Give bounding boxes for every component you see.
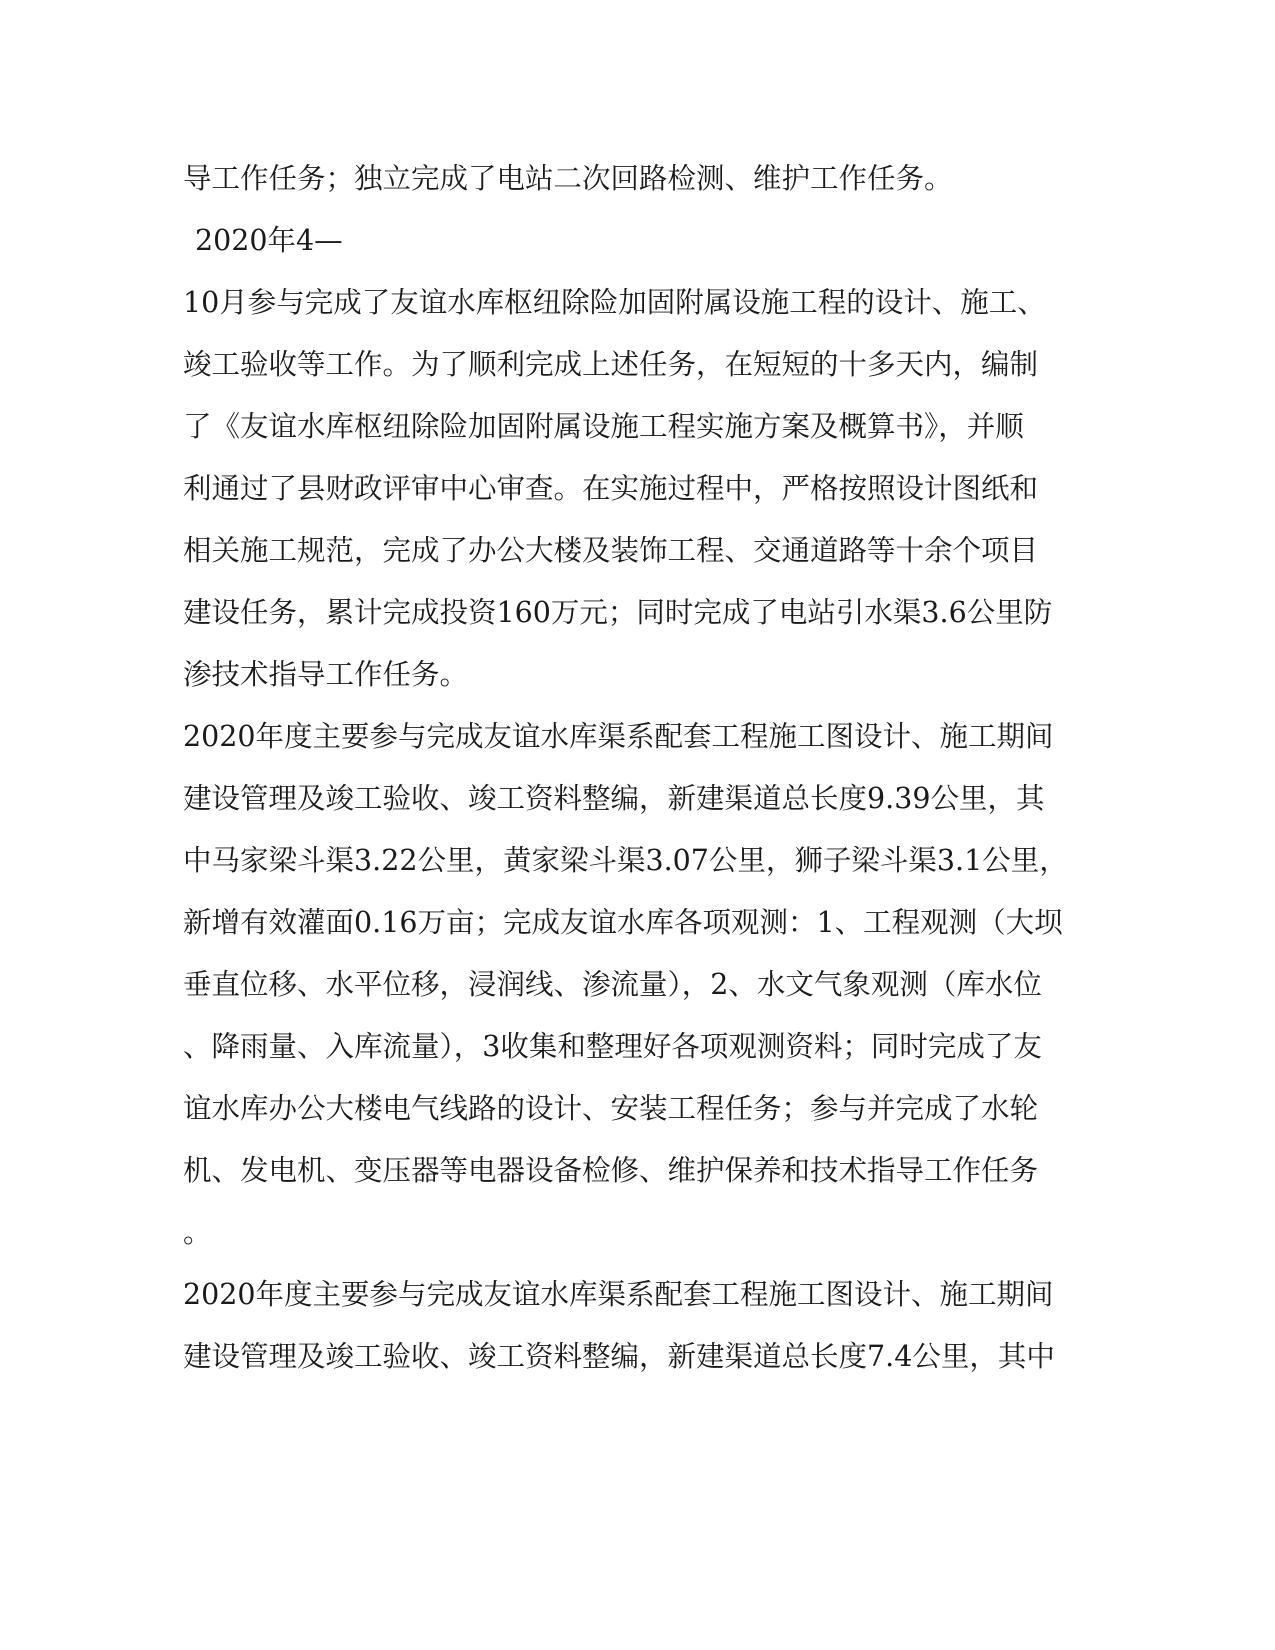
text-line: 建设管理及竣工验收、竣工资料整编，新建渠道总长度7.4公里，其中 [183, 1340, 1055, 1373]
text-line: 导工作任务；独立完成了电站二次回路检测、维护工作任务。 [183, 162, 953, 195]
text-line: 渗技术指导工作任务。 [183, 658, 469, 691]
text-line: 2020年4— [195, 224, 343, 257]
text-line: 。 [183, 1216, 212, 1249]
text-line: 中马家梁斗渠3.22公里，黄家梁斗渠3.07公里，狮子梁斗渠3.1公里， [183, 844, 1068, 877]
text-line: 2020年度主要参与完成友谊水库渠系配套工程施工图设计、施工期间 [183, 1278, 1054, 1311]
text-line: 利通过了县财政评审中心审查。在实施过程中，严格按照设计图纸和 [183, 472, 1039, 505]
body-text [183, 148, 1068, 1388]
text-line: 新增有效灌面0.16万亩；完成友谊水库各项观测：1、工程观测（大坝 [183, 906, 1063, 939]
text-line: 相关施工规范，完成了办公大楼及装饰工程、交通道路等十余个项目 [183, 534, 1039, 567]
text-line: 2020年度主要参与完成友谊水库渠系配套工程施工图设计、施工期间 [183, 720, 1054, 753]
text-line: 建设管理及竣工验收、竣工资料整编，新建渠道总长度9.39公里，其 [183, 782, 1045, 815]
text-line: 竣工验收等工作。为了顺利完成上述任务，在短短的十多天内，编制 [183, 348, 1039, 381]
text-line: 垂直位移、水平位移，浸润线、渗流量），2、水文气象观测（库水位 [183, 968, 1042, 1001]
text-line: 、降雨量、入库流量），3收集和整理好各项观测资料；同时完成了友 [183, 1030, 1042, 1063]
text-line: 了《友谊水库枢纽除险加固附属设施工程实施方案及概算书》，并顺 [183, 410, 1024, 443]
text-line: 建设任务，累计完成投资160万元；同时完成了电站引水渠3.6公里防 [183, 596, 1053, 629]
text-line: 10月参与完成了友谊水库枢纽除险加固附属设施工程的设计、施工、 [183, 286, 1046, 319]
text-line: 谊水库办公大楼电气线路的设计、安装工程任务；参与并完成了水轮 [183, 1092, 1039, 1125]
text-line: 机、发电机、变压器等电器设备检修、维护保养和技术指导工作任务 [183, 1154, 1039, 1187]
